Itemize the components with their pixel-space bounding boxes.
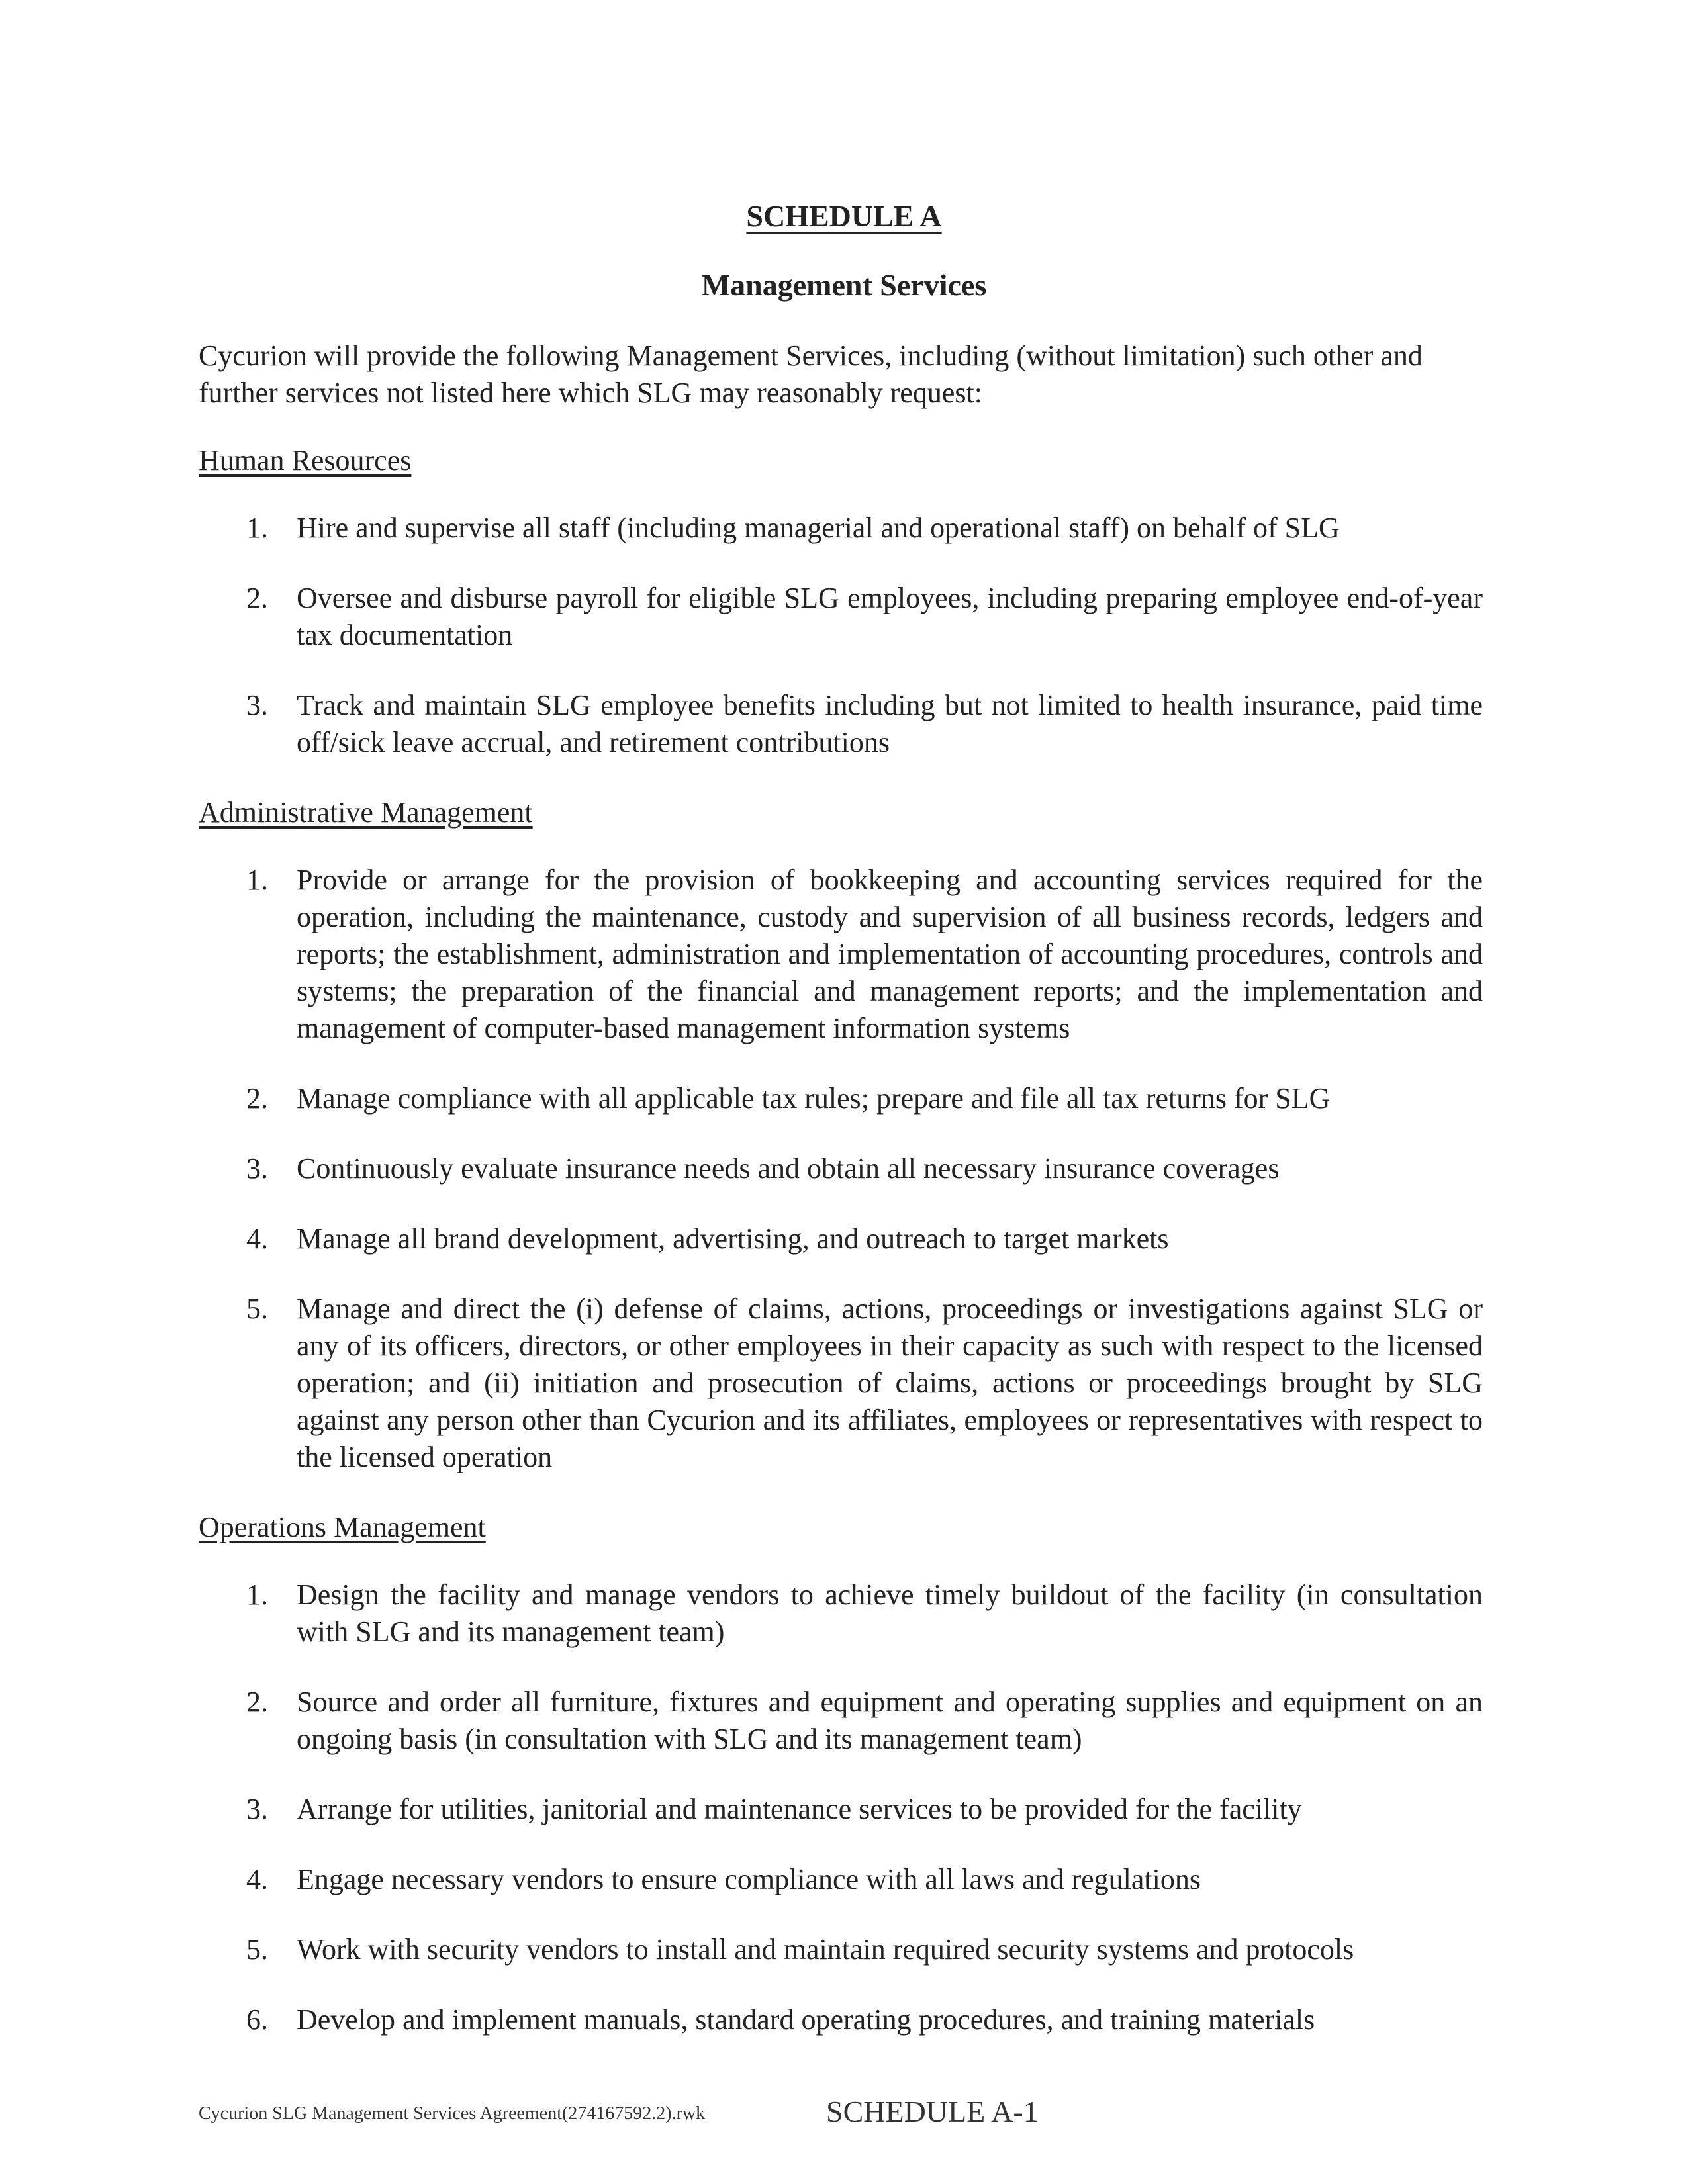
item-number: 2. — [246, 1082, 268, 1115]
item-text: Work with security vendors to install and maintain required security systems and protocols — [297, 1933, 1354, 1966]
item-text: Provide or arrange for the provision of bookkeeping and accounting services required for the operation, including the maintenance, custody and supervision of all business records, ledgers and reports; the establishment, administration and implementation of accounting procedures, controls and systems; the preparation of the financial and management reports; and the implementation and management of computer-based management information systems — [297, 864, 1483, 1044]
section-heading-administrative-management: Administrative Management — [199, 796, 533, 829]
list-item — [199, 510, 1483, 547]
item-number: 5. — [246, 1933, 268, 1966]
list-item — [199, 1576, 1483, 1651]
human-resources-list — [199, 510, 1483, 761]
list-item — [199, 580, 1483, 654]
operations-management-list — [199, 1576, 1483, 2038]
item-text: Oversee and disburse payroll for eligible SLG employees, including preparing employee end-of-year tax documentation — [297, 582, 1483, 651]
item-number: 3. — [246, 1793, 268, 1825]
item-number: 4. — [246, 1222, 268, 1255]
item-number: 2. — [246, 582, 268, 614]
list-item — [199, 1080, 1483, 1117]
section-heading-human-resources: Human Resources — [199, 444, 412, 477]
list-item — [199, 862, 1483, 1047]
item-number: 1. — [246, 1578, 268, 1611]
item-number: 4. — [246, 1863, 268, 1895]
item-text: Design the facility and manage vendors to achieve timely buildout of the facility (in consultation with SLG and its management team) — [297, 1578, 1483, 1648]
item-number: 1. — [246, 864, 268, 896]
list-item — [199, 1220, 1483, 1257]
footer-page-label: SCHEDULE A-1 — [826, 2095, 1039, 2128]
item-text: Track and maintain SLG employee benefits including but not limited to health insurance, paid time off/sick leave accrual, and retirement contributions — [297, 689, 1483, 758]
list-item — [199, 1791, 1483, 1828]
item-text: Engage necessary vendors to ensure compliance with all laws and regulations — [297, 1863, 1201, 1895]
item-text: Hire and supervise all staff (including managerial and operational staff) on behalf of SLG — [297, 512, 1340, 544]
item-number: 3. — [246, 1152, 268, 1185]
list-item — [199, 687, 1483, 761]
list-item — [199, 1291, 1483, 1476]
item-text: Arrange for utilities, janitorial and maintenance services to be provided for the facility — [297, 1793, 1302, 1825]
list-item — [199, 2001, 1483, 2038]
section-heading-operations-management: Operations Management — [199, 1511, 486, 1543]
list-item — [199, 1150, 1483, 1187]
document-body — [199, 338, 1483, 2071]
item-number: 2. — [246, 1686, 268, 1718]
administrative-management-list — [199, 862, 1483, 1476]
item-number: 6. — [246, 2003, 268, 2036]
schedule-subtitle: Management Services — [701, 268, 987, 302]
item-text: Continuously evaluate insurance needs and obtain all necessary insurance coverages — [297, 1152, 1280, 1185]
list-item — [199, 1861, 1483, 1898]
item-text: Manage compliance with all applicable tax rules; prepare and file all tax returns for SLG — [297, 1082, 1331, 1115]
item-text: Develop and implement manuals, standard operating procedures, and training materials — [297, 2003, 1315, 2036]
footer-document-reference: Cycurion SLG Management Services Agreement(274167592.2).rwk — [199, 2103, 706, 2124]
item-text: Manage all brand development, advertising, and outreach to target markets — [297, 1222, 1169, 1255]
list-item — [199, 1931, 1483, 1968]
schedule-title: SCHEDULE A — [746, 199, 942, 233]
item-text: Manage and direct the (i) defense of claims, actions, proceedings or investigations against SLG or any of its officers, directors, or other employees in their capacity as such with respect to the licensed operation; and (ii) initiation and prosecution of claims, actions or proceedings brought by SLG against any person other than Cycurion and its affiliates, employees or representatives with respect to the licensed operation — [297, 1293, 1483, 1473]
item-number: 3. — [246, 689, 268, 721]
intro-paragraph: Cycurion will provide the following Management Services, including (without limitation) such other and further services not listed here which SLG may reasonably request: — [199, 340, 1423, 409]
list-item — [199, 1684, 1483, 1758]
item-text: Source and order all furniture, fixtures and equipment and operating supplies and equipment on an ongoing basis (in consultation with SLG and its management team) — [297, 1686, 1483, 1755]
item-number: 5. — [246, 1293, 268, 1325]
item-number: 1. — [246, 512, 268, 544]
